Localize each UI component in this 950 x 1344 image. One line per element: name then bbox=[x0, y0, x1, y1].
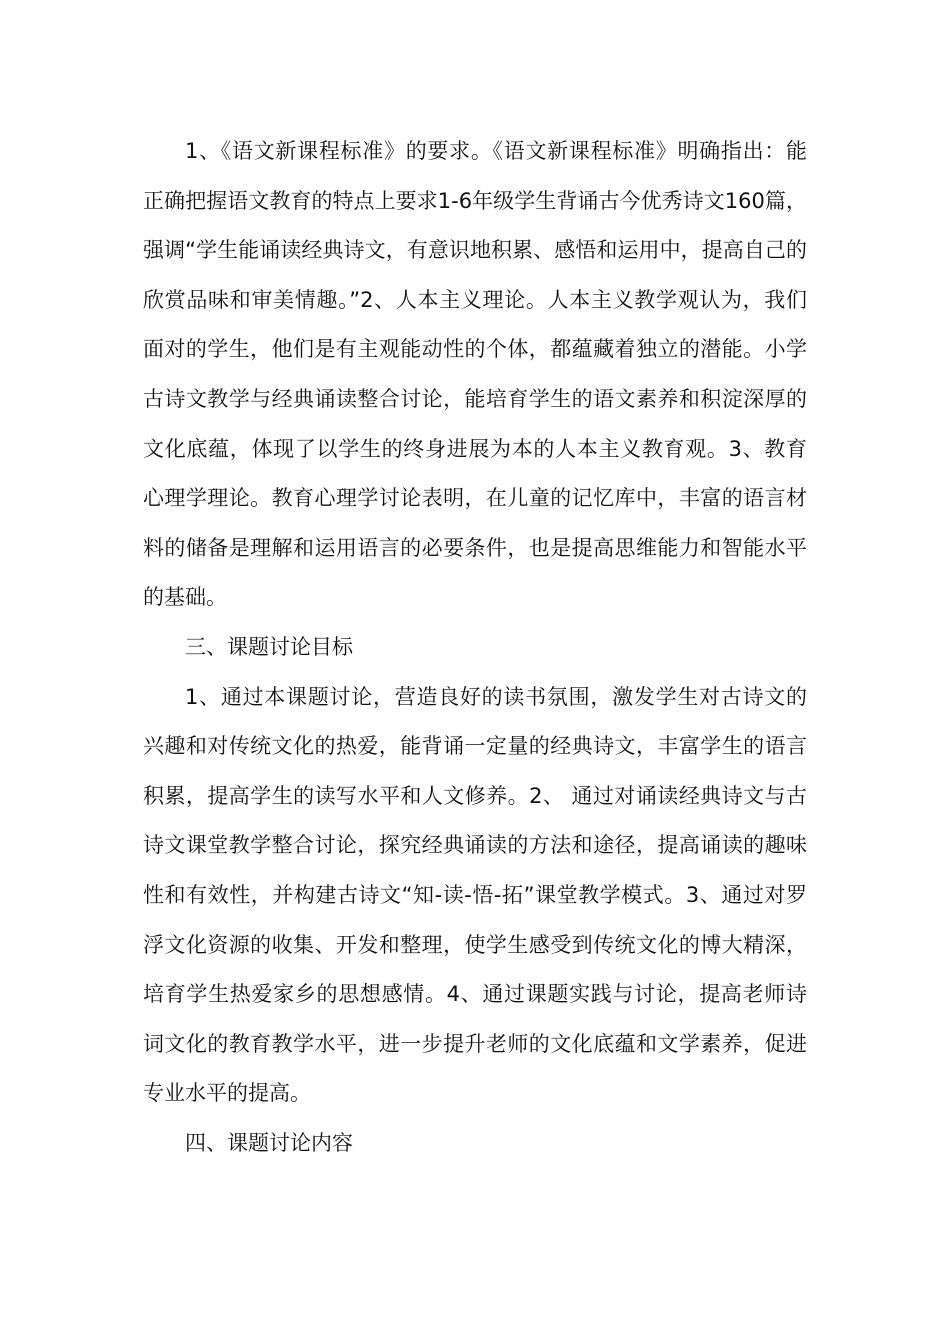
section-heading-research-goals: 三、课题讨论目标 bbox=[185, 634, 353, 659]
document-page bbox=[143, 127, 807, 1168]
section-heading-research-content: 四、课题讨论内容 bbox=[185, 1130, 353, 1155]
paragraph-theory-basis: 1、《语文新课程标准》的要求。《语文新课程标准》明确指出：能正确把握语文教育的特点上要求1-6年级学生背诵古今优秀诗文160篇，强调“学生能诵读经典诗文，有意识地积累、感悟和运用中，提高自己的欣赏品味和审美情趣。”2、人本主义理论。人本主义教学观认为，我们面对的学生，他们是有主观能动性的个体，都蕴藏着独立的潜能。小学古诗文教学与经典诵读整合讨论，能培育学生的语文素养和积淀深厚的文化底蕴，体现了以学生的终身进展为本的人本主义教育观。3、教育心理学理论。教育心理学讨论表明，在儿童的记忆库中，丰富的语言材料的储备是理解和运用语言的必要条件，也是提高思维能力和智能水平的基础。 bbox=[143, 139, 807, 610]
paragraph-research-goals: 1、通过本课题讨论，营造良好的读书氛围，激发学生对古诗文的兴趣和对传统文化的热爱，能背诵一定量的经典诗文，丰富学生的语言积累，提高学生的读写水平和人文修养。2、 通过对诵读经典诗文与古诗文课堂教学整合讨论，探究经典诵读的方法和途径，提高诵读的趣味性和有效性，并构建古诗文“知-读-悟-拓”课堂教学模式。3、通过对罗浮文化资源的收集、开发和整理，使学生感受到传统文化的博大精深，培育学生热爱家乡的思想感情。4、通过课题实践与讨论，提高老师诗词文化的教育教学水平，进一步提升老师的文化底蕴和文学素养，促进专业水平的提高。 bbox=[143, 684, 807, 1106]
